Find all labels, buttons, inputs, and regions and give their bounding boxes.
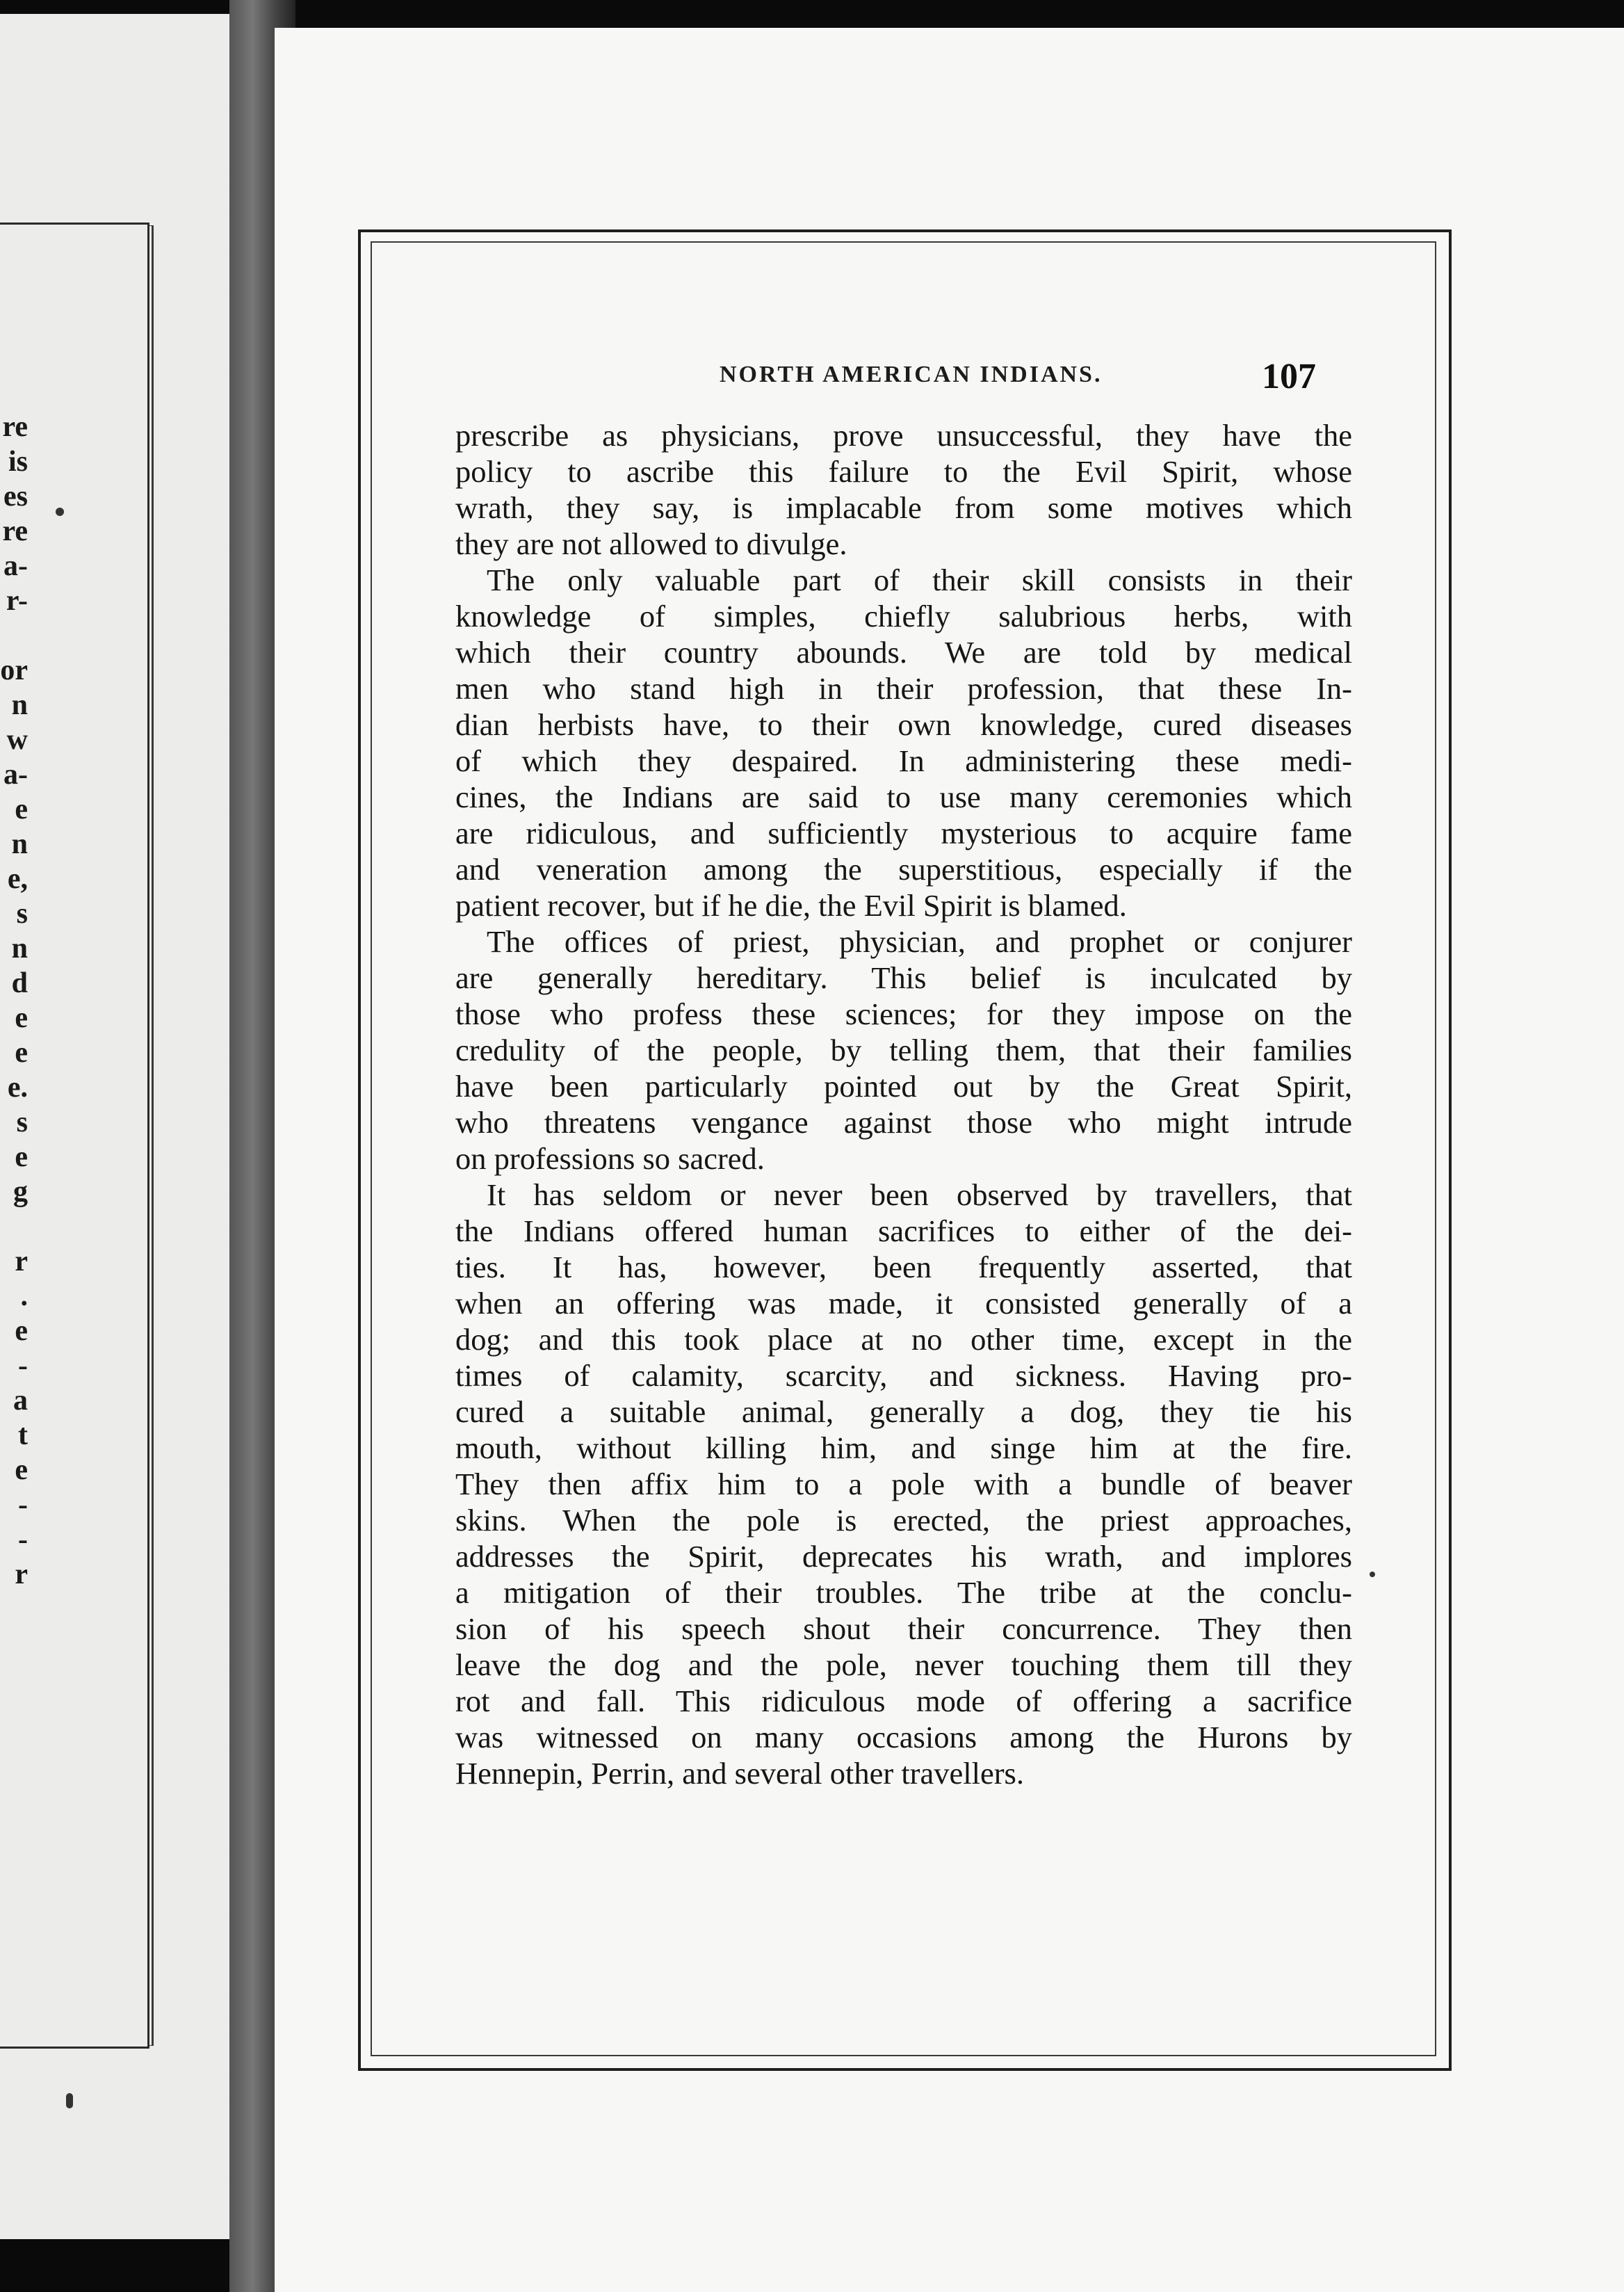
previous-page-fragment: n bbox=[11, 933, 28, 965]
previous-page-fragment: e bbox=[15, 793, 28, 825]
previous-page-fragment: e bbox=[15, 1454, 28, 1486]
text-line: They then affix him to a pole with a bundle of beaver bbox=[455, 1467, 1352, 1501]
text-line: the Indians offered human sacrifices to either of the dei- bbox=[455, 1213, 1352, 1248]
previous-page-fragment: re bbox=[2, 411, 28, 443]
text-line: of which they despaired. In administering these medi- bbox=[455, 743, 1352, 778]
text-line: wrath, they say, is implacable from some motives which bbox=[455, 490, 1352, 525]
previous-page-fragment: re bbox=[2, 515, 28, 547]
text-line: mouth, without killing him, and singe him at the fire. bbox=[455, 1430, 1352, 1465]
text-line: patient recover, but if he die, the Evil Spirit is blamed. bbox=[455, 888, 1127, 923]
text-line: they are not allowed to divulge. bbox=[455, 526, 847, 561]
ink-speck bbox=[1370, 1572, 1375, 1577]
previous-page-fragment: n bbox=[11, 828, 28, 860]
text-line: when an offering was made, it consisted generally of a bbox=[455, 1286, 1352, 1321]
previous-page-fragment: e bbox=[15, 1002, 28, 1034]
previous-page-fragment: - bbox=[18, 1489, 28, 1521]
text-line: credulity of the people, by telling them, that their families bbox=[455, 1033, 1352, 1067]
book-page bbox=[275, 28, 1624, 2292]
text-line: addresses the Spirit, deprecates his wrath, and implores bbox=[455, 1539, 1352, 1574]
previous-page-fragment: s bbox=[16, 1106, 28, 1138]
previous-page-fragment: a- bbox=[3, 550, 28, 582]
previous-page-fragment: w bbox=[6, 724, 28, 756]
text-line: The only valuable part of their skill consists in their bbox=[487, 563, 1352, 597]
previous-page-fragment: e bbox=[15, 1141, 28, 1173]
text-line: It has seldom or never been observed by travellers, that bbox=[487, 1177, 1352, 1212]
previous-page-fragment: r bbox=[15, 1245, 28, 1277]
text-line: Hennepin, Perrin, and several other travellers. bbox=[455, 1756, 1024, 1791]
ink-speck bbox=[66, 2093, 73, 2108]
previous-page-fragment: d bbox=[11, 967, 28, 999]
text-line: cines, the Indians are said to use many ceremonies which bbox=[455, 780, 1352, 814]
previous-page-fragment: - bbox=[18, 1524, 28, 1556]
previous-page-fragment: s bbox=[16, 898, 28, 930]
text-line: those who profess these sciences; for they impose on the bbox=[455, 996, 1352, 1031]
previous-page-fragment: es bbox=[3, 481, 28, 513]
text-line: men who stand high in their profession, that these In- bbox=[455, 671, 1352, 706]
page-number: 107 bbox=[1262, 357, 1316, 396]
text-line: are generally hereditary. This belief is inculcated by bbox=[455, 960, 1352, 995]
text-line: on professions so sacred. bbox=[455, 1141, 765, 1176]
text-line: leave the dog and the pole, never touching them till they bbox=[455, 1647, 1352, 1682]
previous-page-fragment: n bbox=[11, 689, 28, 721]
text-line: and veneration among the superstitious, especially if the bbox=[455, 852, 1352, 887]
previous-page-fragment: or bbox=[0, 654, 28, 686]
text-line: dian herbists have, to their own knowledge, cured diseases bbox=[455, 707, 1352, 742]
previous-page-fragment: e. bbox=[7, 1072, 28, 1104]
previous-page-fragment: - bbox=[18, 1350, 28, 1382]
text-line: ties. It has, however, been frequently asserted, that bbox=[455, 1250, 1352, 1284]
previous-page-fragment: a- bbox=[3, 759, 28, 791]
text-line: which their country abounds. We are told by medical bbox=[455, 635, 1352, 670]
previous-page-fragment: r- bbox=[6, 585, 28, 617]
text-line: cured a suitable animal, generally a dog, they tie his bbox=[455, 1394, 1352, 1429]
previous-page-fragment: r bbox=[15, 1558, 28, 1590]
previous-page-fragment: . bbox=[20, 1280, 28, 1312]
previous-page-edge bbox=[0, 14, 250, 2239]
text-line: a mitigation of their troubles. The tribe at the conclu- bbox=[455, 1575, 1352, 1610]
text-line: skins. When the pole is erected, the priest approaches, bbox=[455, 1503, 1352, 1538]
previous-page-fragment: e bbox=[15, 1037, 28, 1069]
ink-speck bbox=[56, 508, 64, 516]
text-line: policy to ascribe this failure to the Evil Spirit, whose bbox=[455, 454, 1352, 489]
previous-page-fragment: is bbox=[8, 446, 28, 478]
previous-page-fragment: e bbox=[15, 1315, 28, 1347]
previous-page-fragment: a bbox=[13, 1385, 28, 1417]
text-line: sion of his speech shout their concurrence. They then bbox=[455, 1611, 1352, 1646]
text-line: prescribe as physicians, prove unsuccessful, they have the bbox=[455, 418, 1352, 453]
running-head: NORTH AMERICAN INDIANS. bbox=[720, 362, 1103, 387]
text-line: dog; and this took place at no other time, except in the bbox=[455, 1322, 1352, 1357]
text-line: who threatens vengance against those who might intrude bbox=[455, 1105, 1352, 1140]
text-line: was witnessed on many occasions among the Hurons by bbox=[455, 1720, 1352, 1754]
text-line: knowledge of simples, chiefly salubrious herbs, with bbox=[455, 599, 1352, 633]
text-line: have been particularly pointed out by the Great Spirit, bbox=[455, 1069, 1352, 1104]
body-text bbox=[455, 417, 1352, 1791]
text-line: are ridiculous, and sufficiently mysterious to acquire fame bbox=[455, 816, 1352, 850]
text-line: times of calamity, scarcity, and sickness. Having pro- bbox=[455, 1358, 1352, 1393]
text-line: rot and fall. This ridiculous mode of offering a sacrifice bbox=[455, 1684, 1352, 1718]
previous-page-fragment: t bbox=[18, 1419, 28, 1451]
previous-page-fragment: g bbox=[13, 1176, 28, 1208]
text-line: The offices of priest, physician, and prophet or conjurer bbox=[487, 924, 1352, 959]
previous-page-fragment: e, bbox=[7, 863, 28, 895]
